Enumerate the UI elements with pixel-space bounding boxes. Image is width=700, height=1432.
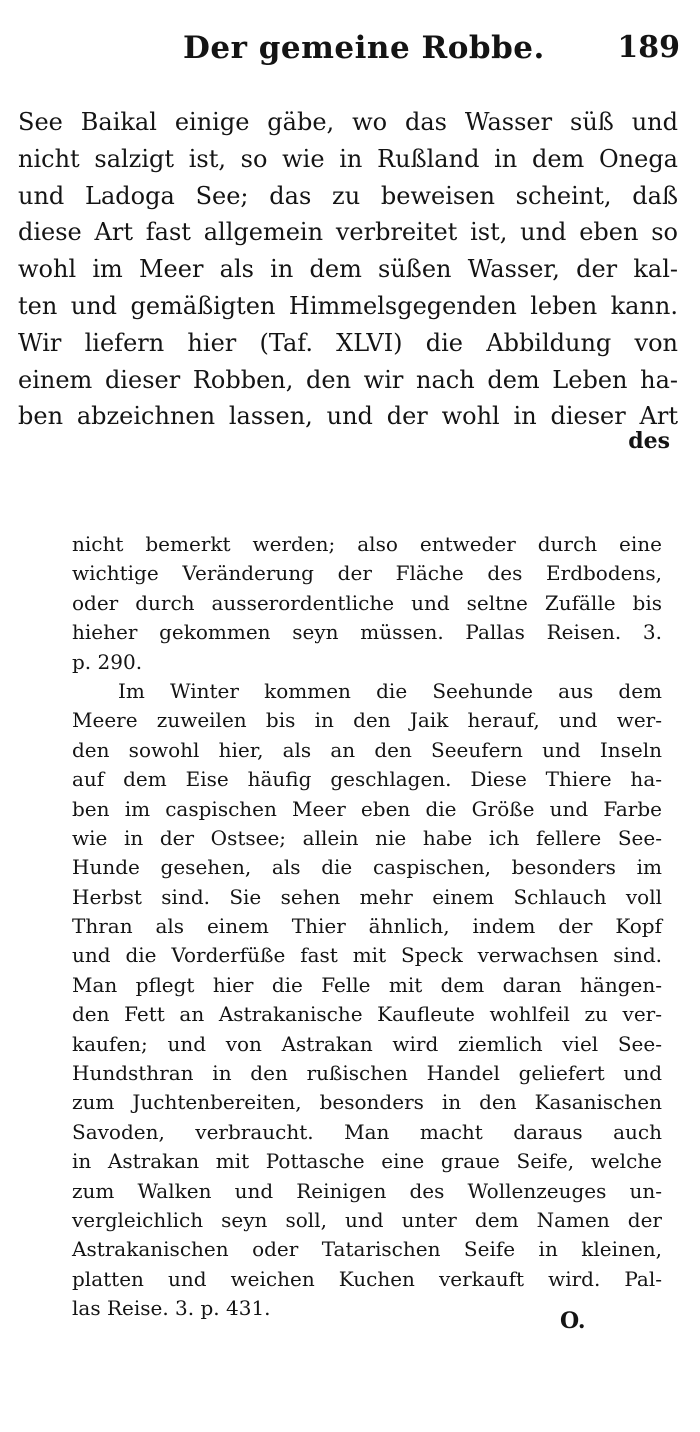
text-line: einem dieser Robben, den wir nach dem Leben ha- bbox=[18, 365, 678, 394]
running-title: Der gemeine Robbe. bbox=[183, 30, 545, 66]
text-line: diese Art fast allgemein verbreitet ist, und eben so bbox=[18, 218, 678, 247]
footnote-line: Meere zuweilen bis in den Jaik herauf, und wer- bbox=[72, 708, 662, 733]
footnote-line: in Astrakan mit Pottasche eine graue Seife, welche bbox=[72, 1149, 662, 1174]
footnote-line: zum Walken und Reinigen des Wollenzeuges un- bbox=[72, 1178, 662, 1203]
footnote-line: Hunde gesehen, als die caspischen, besonders im bbox=[72, 855, 662, 880]
footnote-line: kaufen; und von Astrakan wird ziemlich viel See- bbox=[72, 1031, 662, 1056]
text-line: nicht salzigt ist, so wie in Rußland in dem Onega bbox=[18, 144, 678, 173]
text-line: und Ladoga See; das zu beweisen scheint, daß bbox=[18, 181, 678, 210]
footnote-line: hieher gekommen seyn müssen. Pallas Reisen. 3. bbox=[72, 620, 662, 645]
footnote-line: ben im caspischen Meer eben die Größe und Farbe bbox=[72, 796, 662, 821]
footnote-block bbox=[72, 530, 662, 1324]
footnote-line: wichtige Veränderung der Fläche des Erdbodens, bbox=[72, 561, 662, 586]
page-number: 189 bbox=[617, 30, 680, 65]
footnote-line: Thran als einem Thier ähnlich, indem der Kopf bbox=[72, 914, 662, 939]
text-line: See Baikal einige gäbe, wo das Wasser süß und bbox=[18, 108, 678, 136]
catchword: des bbox=[628, 428, 670, 454]
footnote-line: den sowohl hier, als an den Seeufern und Inseln bbox=[72, 737, 662, 762]
main-text-block bbox=[18, 104, 678, 435]
footnote-line: vergleichlich seyn soll, und unter dem Namen der bbox=[72, 1207, 662, 1232]
running-head bbox=[18, 30, 680, 80]
text-line: wohl im Meer als in dem süßen Wasser, der kal- bbox=[18, 255, 678, 284]
footnote-line: zum Juchtenbereiten, besonders in den Kasanischen bbox=[72, 1090, 662, 1115]
footnote-line: Im Winter kommen die Seehunde aus dem bbox=[118, 678, 662, 703]
footnote-line: Hundsthran in den rußischen Handel geliefert und bbox=[72, 1061, 662, 1086]
footnote-line: und die Vorderfüße fast mit Speck verwachsen sind. bbox=[72, 943, 662, 968]
footnote-line: nicht bemerkt werden; also entweder durch eine bbox=[72, 532, 662, 556]
footnote-line: wie in der Ostsee; allein nie habe ich fellere See- bbox=[72, 825, 662, 850]
footnote-line: den Fett an Astrakanische Kaufleute wohlfeil zu ver- bbox=[72, 1002, 662, 1027]
signature-mark: O. bbox=[560, 1308, 586, 1334]
footnote-line: auf dem Eise häufig geschlagen. Diese Thiere ha- bbox=[72, 767, 662, 792]
footnote-line: las Reise. 3. p. 431. bbox=[72, 1296, 271, 1321]
footnote-line: Astrakanischen oder Tatarischen Seife in kleinen, bbox=[72, 1237, 662, 1262]
footnote-line: Savoden, verbraucht. Man macht daraus auch bbox=[72, 1119, 662, 1144]
footnote-line: Herbst sind. Sie sehen mehr einem Schlauch voll bbox=[72, 884, 662, 909]
footnote-line: Man pflegt hier die Felle mit dem daran hängen- bbox=[72, 972, 662, 997]
footnote-line: platten und weichen Kuchen verkauft wird. Pal- bbox=[72, 1266, 662, 1291]
footnote-line: oder durch ausserordentliche und seltne Zufälle bis bbox=[72, 590, 662, 615]
text-line: ten und gemäßigten Himmelsgegenden leben kann. bbox=[18, 291, 678, 320]
text-line: ben abzeichnen lassen, und der wohl in dieser Art bbox=[18, 402, 678, 431]
text-line: Wir liefern hier (Taf. XLVI) die Abbildung von bbox=[18, 328, 678, 357]
footnote-line: p. 290. bbox=[72, 649, 143, 674]
